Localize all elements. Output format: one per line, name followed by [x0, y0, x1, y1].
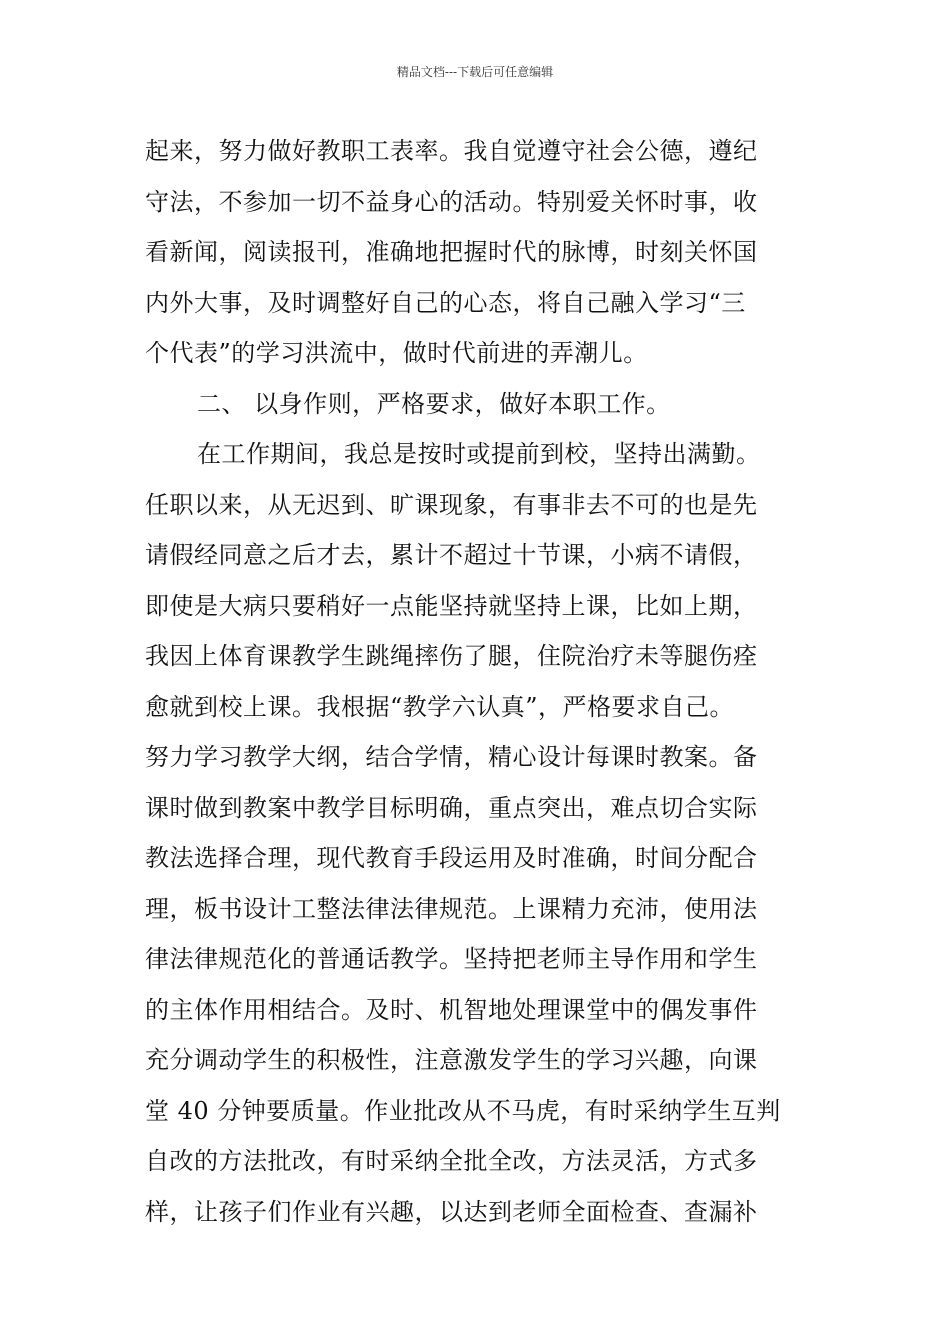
text-line: 充分调动学生的积极性，注意激发学生的学习兴趣，向课: [145, 1046, 758, 1074]
text-line: 起来，努力做好教职工表率。我自觉遵守社会公德，遵纪: [145, 137, 758, 165]
text-line: 个代表”的学习洪流中，做时代前进的弄潮儿。: [145, 339, 648, 367]
text-line: 努力学习教学大纲，结合学情，精心设计每课时教案。备: [145, 743, 758, 771]
text-line: 教法选择合理，现代教育手段运用及时准确，时间分配合: [145, 844, 758, 872]
text-line: 愈就到校上课。我根据“教学六认真”，严格要求自己。: [145, 692, 735, 721]
text-line: 的主体作用相结合。及时、机智地处理课堂中的偶发事件: [145, 995, 758, 1024]
paragraph-first-line: 在工作期间，我总是按时或提前到校，坚持出满勤。: [197, 440, 761, 468]
section-heading: 二、 以身作则，严格要求，做好本职工作。: [197, 389, 671, 418]
text-line: 我因上体育课教学生跳绳摔伤了腿，住院治疗未等腿伤痊: [145, 642, 758, 670]
text-line: 堂 40 分钟要质量。作业批改从不马虎，有时采纳学生互判: [145, 1096, 781, 1125]
page-header: 精品文档---下载后可任意编辑: [396, 65, 554, 79]
document-body: [145, 126, 810, 1237]
text-line: 理，板书设计工整法律法律规范。上课精力充沛，使用法: [145, 894, 758, 923]
text-line: 即使是大病只要稍好一点能坚持就坚持上课，比如上期，: [145, 591, 758, 620]
text-line: 任职以来，从无迟到、旷课现象，有事非去不可的也是先: [145, 490, 758, 519]
text-line: 样，让孩子们作业有兴趣，以达到老师全面检查、查漏补: [145, 1197, 758, 1226]
text-line: 课时做到教案中教学目标明确，重点突出，难点切合实际: [145, 793, 758, 822]
text-line: 看新闻，阅读报刊，准确地把握时代的脉博，时刻关怀国: [145, 238, 758, 266]
text-line: 内外大事，及时调整好自己的心态，将自己融入学习“三: [145, 288, 746, 317]
text-line: 自改的方法批改，有时采纳全批全改，方法灵活，方式多: [145, 1147, 758, 1175]
text-line: 守法，不参加一切不益身心的活动。特别爱关怀时事，收: [145, 187, 758, 216]
text-line: 律法律规范化的普通话教学。坚持把老师主导作用和学生: [145, 945, 758, 973]
text-line: 请假经同意之后才去，累计不超过十节课，小病不请假，: [145, 541, 758, 569]
